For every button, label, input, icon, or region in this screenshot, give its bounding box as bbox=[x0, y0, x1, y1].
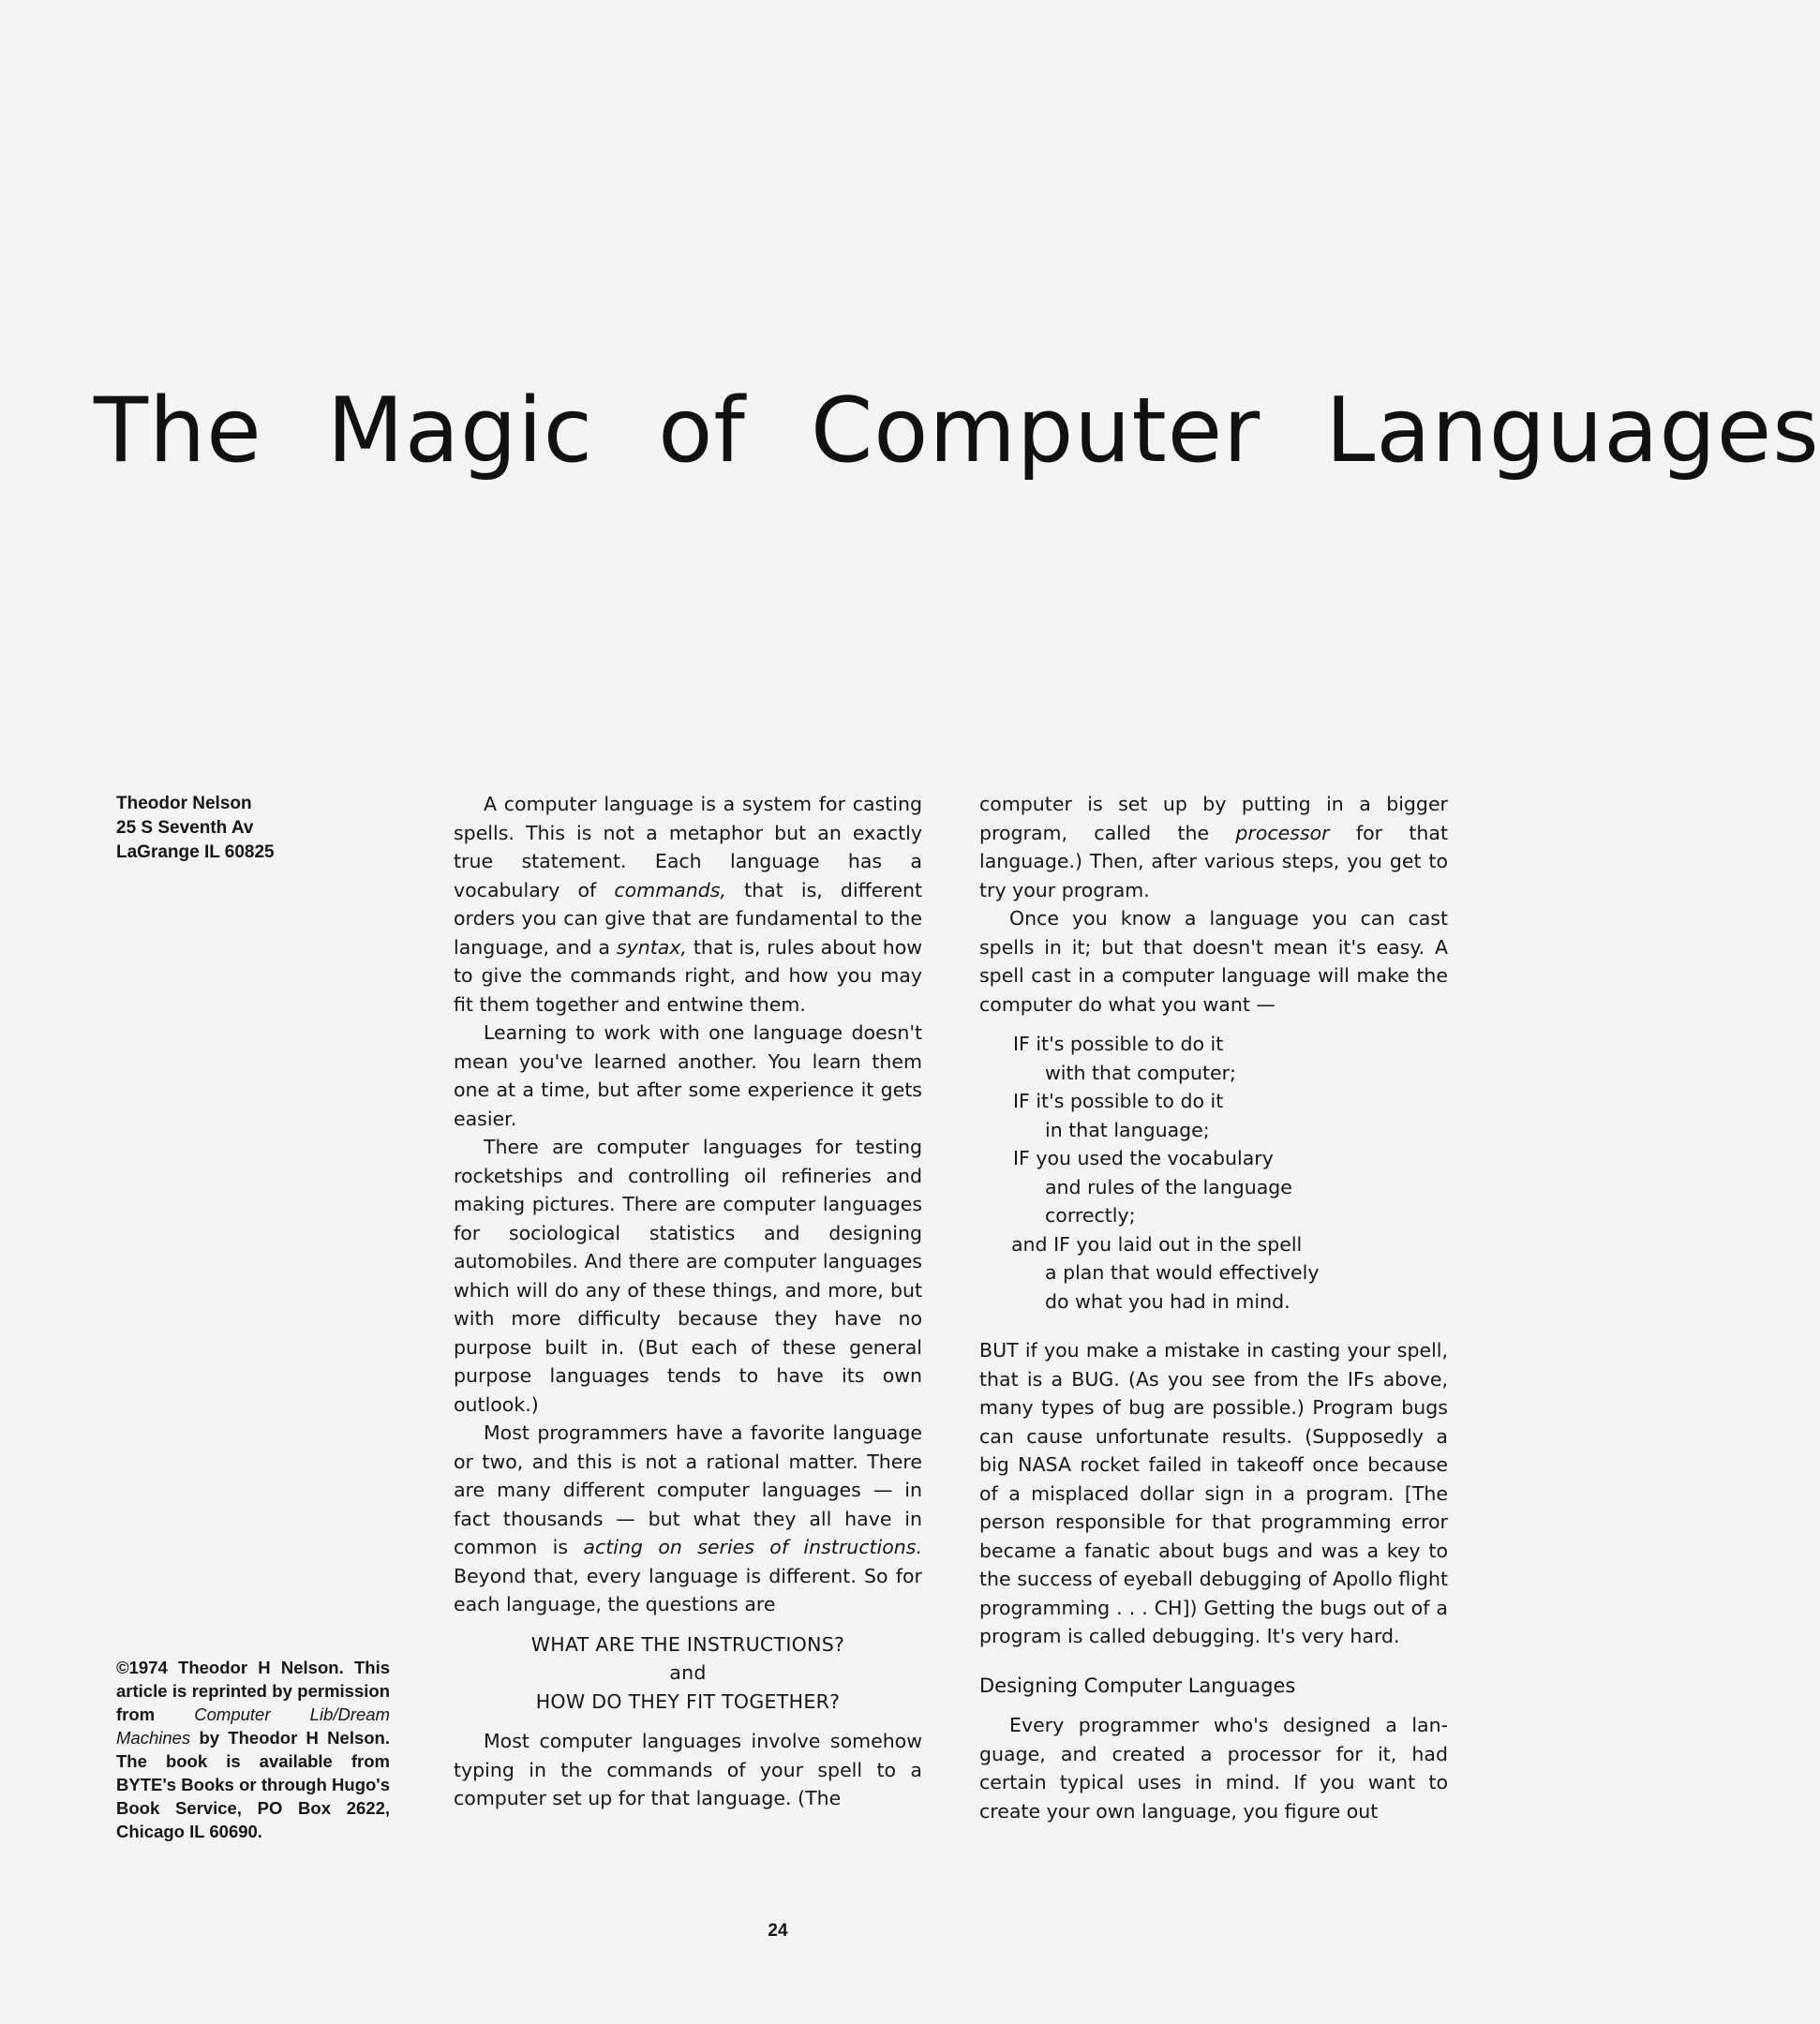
question-and: and bbox=[669, 1661, 707, 1684]
author-street: 25 S Seventh Av bbox=[116, 818, 254, 838]
article-column-right bbox=[979, 790, 1448, 1825]
paragraph: Once you know a language you can cast spells in it; but that doesn't mean it's easy. A spell cast in a computer language will make the computer do what you want — bbox=[979, 907, 1448, 1016]
condition-line: do what you had in mind. bbox=[1045, 1289, 1290, 1313]
condition-line: and IF you laid out in the spell bbox=[1011, 1232, 1303, 1256]
emphasis-syntax: syntax, bbox=[616, 935, 687, 959]
text-run: Beyond that, every language is different. So for each language, the questions are bbox=[454, 1564, 922, 1615]
emphasis-commands: commands, bbox=[614, 878, 726, 901]
text-run: Most programmers have a favorite language or two, and this is not a rational matter. There are many different computer languages — in fact thousands — but what they all have in common is bbox=[454, 1421, 922, 1558]
paragraph: Most computer languages involve somehow typing in the commands of your spell to a computer set up for that language. (The bbox=[454, 1730, 922, 1809]
article-title: The Magic of Computer Languages bbox=[94, 380, 1820, 483]
paragraph: Learning to work with one language doesn't mean you've learned another. You learn them one at a time, but after some experience it gets easier. bbox=[454, 1021, 922, 1130]
page-number: 24 bbox=[768, 1921, 788, 1941]
question-fit-together: HOW DO THEY FIT TOGETHER? bbox=[535, 1689, 841, 1713]
paragraph: Every programmer who's designed a language, and created a processor for it, had certain typical uses in mind. If you want to create your own language, you figure out bbox=[979, 1714, 1448, 1823]
conditions-list bbox=[979, 1030, 1448, 1316]
text-run: A computer language is a system for casting spells. This is not a metaphor but an exactly true statement. Each language has a vocabulary of bbox=[454, 793, 922, 901]
paragraph: BUT if you make a mistake in casting your spell, that is a BUG. (As you see from the IFs above, many types of bug are possible.) Program bugs can cause unfortunate results. (Supposedly a big NASA rocket failed in takeoff once because of a misplaced dollar sign in a program. [The person responsible for that programming error became a fanatic about bugs and was a key to the success of eyeball debugging of Apollo flight programming . . . CH]) Getting the bugs out of a program is called debugging. It's very hard. bbox=[979, 1339, 1448, 1647]
emphasis-acting-on-series: acting on series of instructions. bbox=[583, 1536, 922, 1558]
condition-line: with that computer; bbox=[1045, 1061, 1236, 1084]
copyright-text-1: ©1974 Theodor H Nelson. This article is reprinted by permission from bbox=[116, 1658, 390, 1724]
condition-line: a plan that would effectively bbox=[1045, 1261, 1320, 1284]
condition-line: IF it's possible to do it bbox=[1013, 1090, 1224, 1112]
article-column-middle bbox=[454, 790, 922, 1813]
section-heading: Designing Computer Languages bbox=[979, 1674, 1296, 1697]
condition-line: IF it's possible to do it bbox=[1013, 1033, 1224, 1055]
copyright-text-2: by Theodor H Nelson. The book is available from BYTE's Books or through Hugo's Book Service, PO Box 2622, Chicago IL 60690. bbox=[116, 1728, 390, 1841]
author-address bbox=[116, 792, 275, 865]
paragraph bbox=[979, 790, 1448, 904]
paragraph: There are computer languages for testing rocketships and controlling oil refineries and making pictures. There are computer languages for sociological statistics and designing automobiles. And there are computer languages which will do any of these things, and more, but with more difficulty because they have no purpose built in. (But each of these general purpose languages tends to have its own outlook.) bbox=[454, 1136, 922, 1416]
condition-line: in that language; bbox=[1045, 1118, 1210, 1141]
author-city: LaGrange IL 60825 bbox=[116, 842, 275, 862]
copyright-notice bbox=[116, 1656, 390, 1843]
question-instructions: WHAT ARE THE INSTRUCTIONS? bbox=[530, 1632, 845, 1656]
text-run: computer is set up by putting in a bigger program, called the bbox=[979, 793, 1448, 844]
paragraph bbox=[454, 790, 922, 1019]
paragraph bbox=[454, 1419, 922, 1619]
emphasis-processor: processor bbox=[1235, 821, 1330, 844]
text-run: that is, different orders you can give that are fundamental to the language, and a bbox=[454, 878, 922, 959]
text-run: for that language.) Then, after various steps, you get to try your program. bbox=[979, 821, 1448, 901]
author-name: Theodor Nelson bbox=[116, 794, 252, 813]
condition-line: IF you used the vocabulary bbox=[1013, 1147, 1274, 1169]
condition-line: correctly; bbox=[1045, 1204, 1136, 1227]
copyright-book-title: Computer Lib/Dream Machines bbox=[116, 1704, 391, 1748]
condition-line: and rules of the language bbox=[1045, 1175, 1292, 1198]
text-run: that is, rules about how to give the commands right, and how you may fit them together and entwine them. bbox=[454, 935, 922, 1016]
